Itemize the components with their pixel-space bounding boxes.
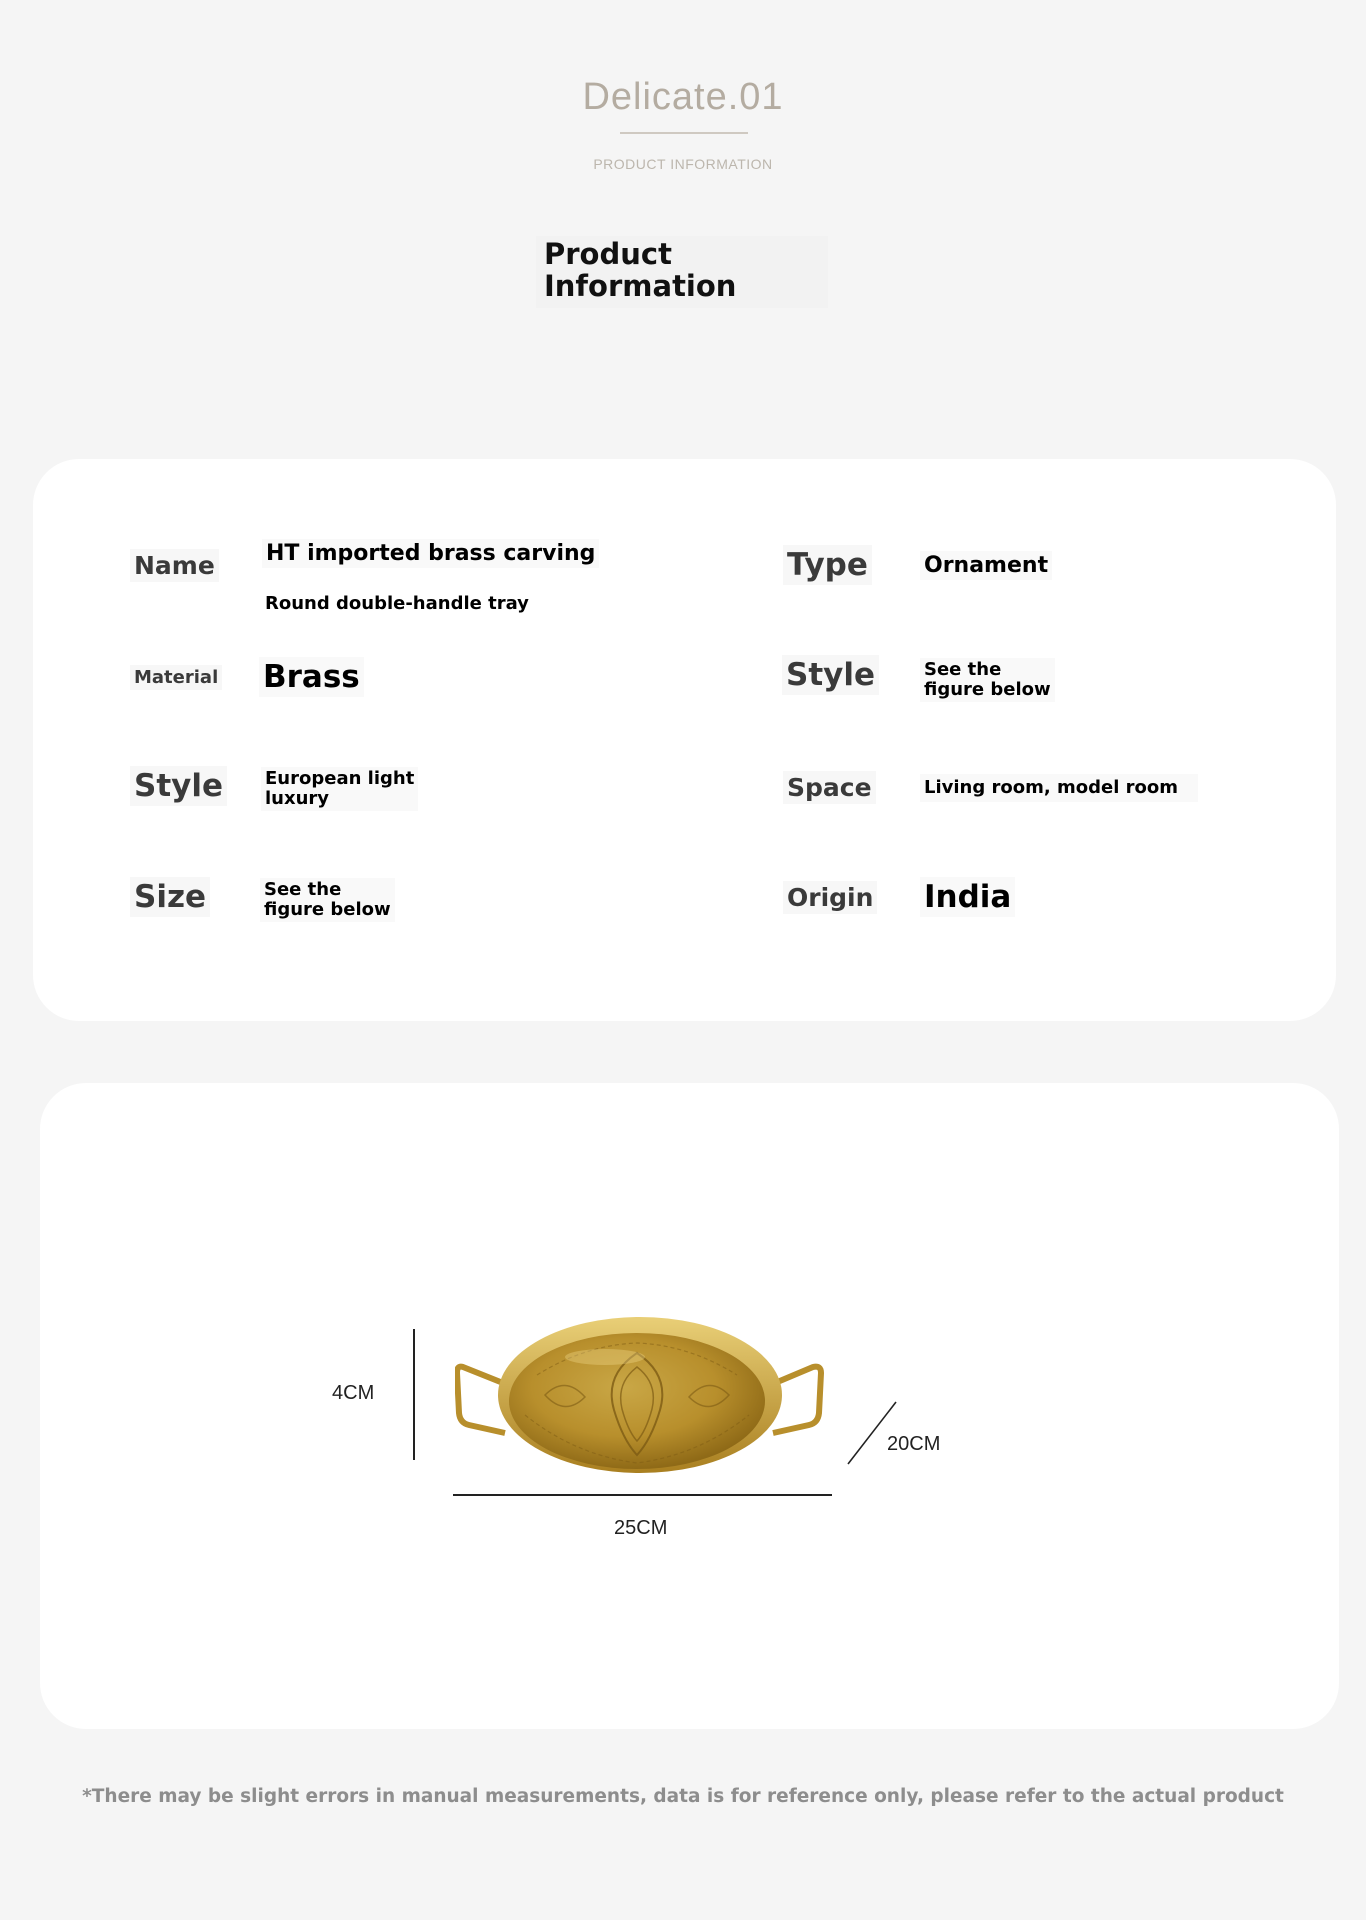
name-value: HT imported brass carving	[262, 539, 599, 568]
measurement-disclaimer: *There may be slight errors in manual measurements, data is for reference only, please refer to the actual product	[82, 1786, 1284, 1807]
material-label: Material	[130, 665, 222, 690]
style-value-right	[920, 658, 1055, 702]
style-value-left	[261, 767, 418, 811]
section-title-line2: Information	[544, 269, 737, 303]
name-value-sub: Round double-handle tray	[265, 593, 529, 614]
style-value-left-line1: European light	[265, 768, 415, 789]
height-dimension-line	[413, 1329, 415, 1460]
style-value-right-line1: See the	[924, 659, 1002, 680]
height-dimension-label: 4CM	[332, 1382, 375, 1404]
origin-label: Origin	[783, 881, 877, 914]
brand-title: Delicate.01	[582, 76, 784, 118]
space-value: Living room, model room	[920, 774, 1198, 802]
section-title-line1: Product	[544, 237, 672, 271]
product-info-card	[33, 459, 1336, 1021]
brass-tray-image	[455, 1305, 825, 1485]
size-value	[260, 878, 395, 922]
style-value-right-line2: figure below	[924, 679, 1051, 700]
brand-divider	[620, 132, 748, 134]
section-title	[536, 236, 828, 308]
origin-value: India	[920, 877, 1015, 917]
space-label: Space	[783, 771, 876, 804]
depth-dimension-label: 20CM	[887, 1433, 941, 1455]
width-dimension-line	[453, 1494, 832, 1496]
size-label: Size	[130, 877, 210, 917]
width-dimension-label: 25CM	[614, 1517, 668, 1539]
style-value-left-line2: luxury	[265, 788, 330, 809]
material-value: Brass	[259, 657, 364, 697]
name-label: Name	[130, 549, 219, 582]
type-value: Ornament	[920, 551, 1052, 580]
style-label-right: Style	[782, 655, 879, 695]
brand-subtitle: PRODUCT INFORMATION	[593, 156, 773, 172]
type-label: Type	[783, 545, 872, 585]
size-value-line1: See the	[264, 879, 342, 900]
size-value-line2: figure below	[264, 899, 391, 920]
style-label-left: Style	[130, 766, 227, 806]
